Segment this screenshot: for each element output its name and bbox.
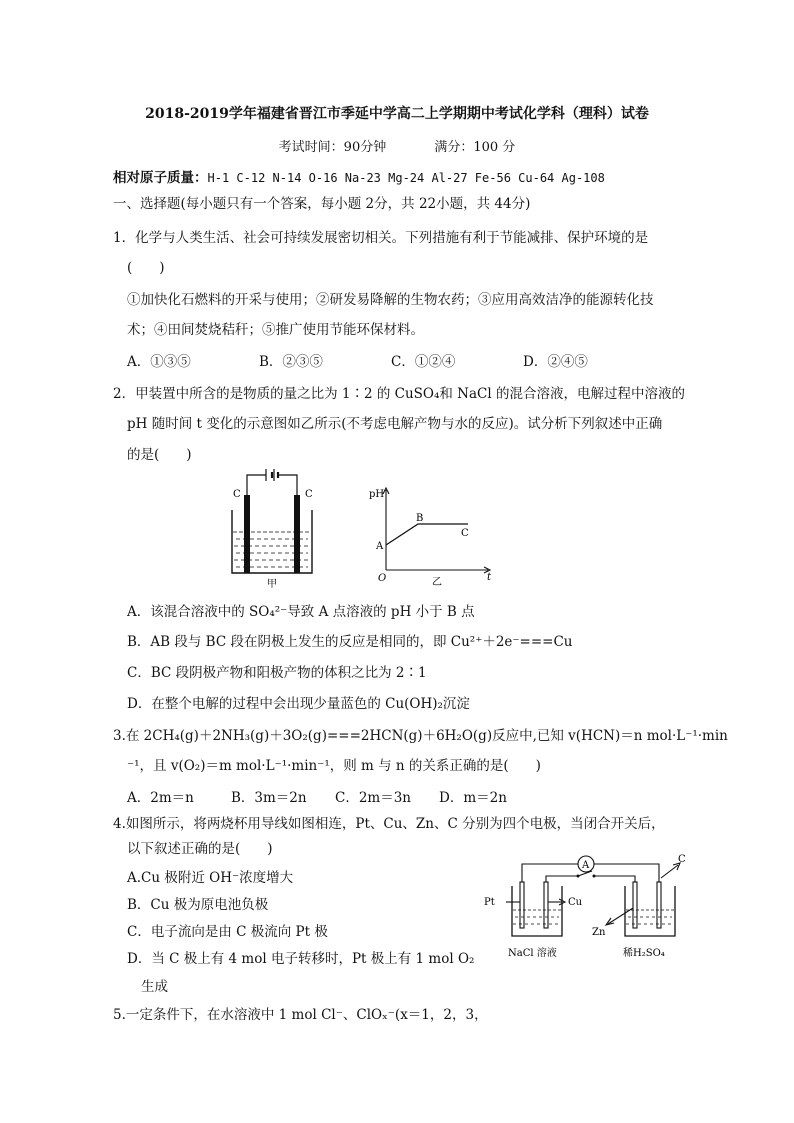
q2-line3: 的是( ) xyxy=(127,447,192,463)
q1-option-a[interactable]: A．①③⑤ xyxy=(127,354,191,370)
full-score: 满分：100 分 xyxy=(434,140,516,155)
q4-option-b[interactable]: B．Cu 极为原电池负极 xyxy=(127,897,269,913)
q1-line2: 术；④田间焚烧秸秆；⑤推广使用节能环保材料。 xyxy=(127,322,424,338)
cell-caption: 甲 xyxy=(267,579,277,590)
q4-option-c[interactable]: C．电子流向是由 C 极流向 Pt 极 xyxy=(127,924,328,940)
q1-option-d[interactable]: D．②④⑤ xyxy=(523,354,588,370)
q1-option-c[interactable]: C．①②④ xyxy=(391,354,456,370)
graph-point-c: C xyxy=(461,528,469,539)
q1-option-b[interactable]: B．②③⑤ xyxy=(259,354,323,370)
q5-line1: 5.一定条件下，在水溶液中 1 mol Cl⁻、ClOₓ⁻(x＝1，2，3， xyxy=(113,1007,488,1023)
q2-option-b[interactable]: B．AB 段与 BC 段在阴极上发生的反应是相同的，即 Cu²⁺＋2e⁻===Cu xyxy=(127,634,573,650)
ph-time-graph xyxy=(360,480,495,590)
q3-option-d[interactable]: D．m＝2n xyxy=(439,790,507,806)
q3-line1: 3.在 2CH₄(g)＋2NH₃(g)＋3O₂(g)===2HCN(g)＋6H₂O(g)反应中,已知 v(HCN)＝n mol·L⁻¹·min xyxy=(113,728,728,744)
q2-option-a[interactable]: A．该混合溶液中的 SO₄²⁻导致 A 点溶液的 pH 小于 B 点 xyxy=(127,604,475,620)
q1-paren: ( ) xyxy=(127,260,165,276)
exam-title: 2018-2019学年福建省晋江市季延中学高二上学期期中考试化学科（理科）试卷 xyxy=(145,106,649,122)
graph-point-a: A xyxy=(376,541,384,552)
graph-y-label: pH xyxy=(369,489,385,500)
cu-electrode-label: Cu xyxy=(568,897,583,908)
q2-option-d[interactable]: D．在整个电解的过程中会出现少量蓝色的 Cu(OH)₂沉淀 xyxy=(127,696,470,712)
q3-options xyxy=(127,786,543,806)
cell-electrode-left-label: C xyxy=(233,489,241,500)
q4-line1: 4.如图所示，将两烧杯用导线如图相连，Pt、Cu、Zn、C 分别为四个电极，当闭合开关后， xyxy=(113,816,665,832)
pt-electrode-label: Pt xyxy=(484,897,495,908)
electrolysis-cell-figure xyxy=(222,465,322,590)
zn-electrode-label: Zn xyxy=(592,927,606,938)
graph-caption: 乙 xyxy=(432,577,442,588)
section-heading: 一、选择题(每小题只有一个答案，每小题 2分，共 22小题，共 44分) xyxy=(113,196,531,212)
q4-option-d[interactable]: D．当 C 极上有 4 mol 电子转移时，Pt 极上有 1 mol O₂ xyxy=(127,951,475,967)
cell-electrode-right-label: C xyxy=(305,489,313,500)
ammeter-label: A xyxy=(582,860,590,871)
h2so4-solution-label: 稀H₂SO₄ xyxy=(623,948,665,959)
q3-option-b[interactable]: B．3m＝2n xyxy=(231,790,307,806)
graph-origin: O xyxy=(378,573,387,584)
nacl-solution-label: NaCl 溶液 xyxy=(508,948,557,959)
graph-x-label: t xyxy=(487,572,492,583)
q4-option-a[interactable]: A.Cu 极附近 OH⁻浓度增大 xyxy=(127,870,294,886)
exam-time: 考试时间：90分钟 xyxy=(278,140,387,155)
q2-option-c[interactable]: C．BC 段阴极产物和阳极产物的体积之比为 2∶1 xyxy=(127,665,427,681)
atomic-mass-label: 相对原子质量： xyxy=(113,170,208,186)
two-beaker-circuit-figure xyxy=(480,850,690,968)
q2-line2: pH 随时间 t 变化的示意图如乙所示(不考虑电解产物与水的反应)。试分析下列叙述中正确 xyxy=(127,416,663,432)
c-electrode-label: C xyxy=(678,854,686,865)
q3-line2: ⁻¹，且 v(O₂)＝m mol·L⁻¹·min⁻¹，则 m 与 n 的关系正确的是( ) xyxy=(127,758,541,774)
graph-point-b: B xyxy=(416,513,424,524)
q1-options xyxy=(127,350,655,370)
q4-option-d-continued: 生成 xyxy=(141,979,168,995)
atomic-mass-line xyxy=(113,166,605,186)
q3-option-a[interactable]: A．2m＝n xyxy=(127,790,194,806)
q1-line1: ①加快化石燃料的开采与使用；②研发易降解的生物农药；③应用高效洁净的能源转化技 xyxy=(127,292,654,308)
q3-option-c[interactable]: C．2m＝3n xyxy=(335,790,412,806)
q4-line2: 以下叙述正确的是( ) xyxy=(127,841,273,857)
exam-info xyxy=(0,136,794,155)
atomic-mass-values: H-1 C-12 N-14 O-16 Na-23 Mg-24 Al-27 Fe-56 Cu-64 Ag-108 xyxy=(207,171,605,185)
q2-line1: 2．甲装置中所含的是物质的量之比为 1∶2 的 CuSO₄和 NaCl 的混合溶液，电解过程中溶液的 xyxy=(113,386,685,402)
q1-stem: 1．化学与人类生活、社会可持续发展密切相关。下列措施有利于节能减排、保护环境的是 xyxy=(113,230,649,246)
